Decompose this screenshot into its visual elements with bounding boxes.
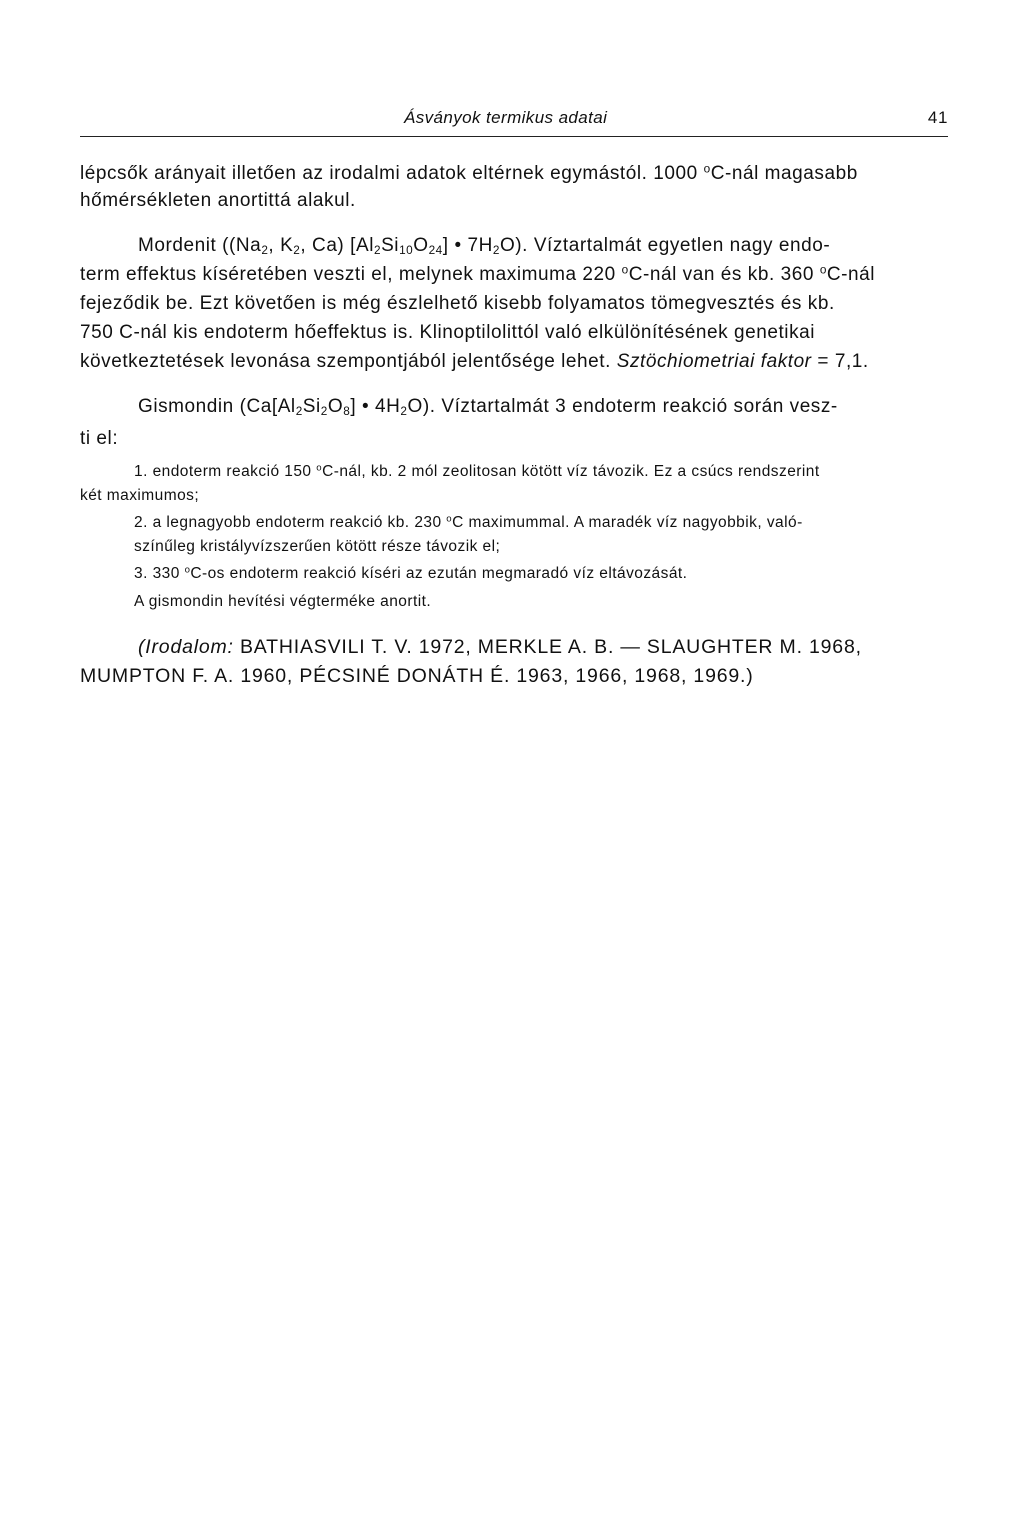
reaction-1-line-1: 1. endoterm reakció 150 $^o$C-nál, kb. 2 mól zeolitosan kötött víz távozik. Ez a csúcs rendszerint: [134, 462, 820, 480]
final-product-line: A gismondin hevítési végterméke anortit.: [134, 593, 432, 610]
reaction-2-line-1: 2. a legnagyobb endoterm reakció kb. 230 $^o$C maximummal. A maradék víz nagyobbik, való-: [134, 513, 803, 531]
gismondin-line-1: Gismondin ($Ca[Al_2Si_2O_8]$ • $4H_2O$). Víztartalmát 3 endoterm reakció során vesz-: [138, 396, 838, 418]
mordenit-line-1: Mordenit (($Na_2$, $K_2$, Ca) $[Al_2Si_{10}O_{24}]$ • $7H_2O$). Víztartalmát egyetlen nagy endo-: [138, 235, 831, 257]
intro-line-2: hőmérsékleten anortittá alakul.: [80, 190, 356, 211]
mordenit-line-4: 750 C-nál kis endoterm hőeffektus is. Klinoptilolittól való elkülönítésének genetikai: [80, 322, 816, 343]
running-title: Ásványok termikus adatai: [404, 108, 608, 127]
mordenit-line-2: term effektus kíséretében veszti el, melynek maximuma 220 $^o$C-nál van és kb. 360 $^o$C-nál: [80, 263, 876, 285]
intro-line-1: lépcsők arányait illetően az irodalmi adatok eltérnek egymástól. 1000 $^o$C-nál magasabb: [80, 162, 858, 184]
references-line-1: (Irodalom: BATHIASVILI T. V. 1972, MERKLE A. B. — SLAUGHTER M. 1968,: [138, 636, 862, 658]
references-line-2: MUMPTON F. A. 1960, PÉCSINÉ DONÁTH É. 1963, 1966, 1968, 1969.): [80, 665, 754, 687]
mordenit-name: Mordenit: [138, 235, 217, 256]
reaction-3-line-1: 3. 330 $^o$C-os endoterm reakció kíséri az ezután megmaradó víz eltávozását.: [134, 564, 688, 582]
gismondin-name: Gismondin: [138, 396, 234, 417]
page-number: 41: [927, 108, 948, 127]
mordenit-formula: (($Na_2$, $K_2$, Ca) $[Al_2Si_{10}O_{24}]$ • $7H_2O$).: [216, 235, 528, 257]
stoichiometric-factor-label: Sztöchiometriai faktor: [616, 351, 812, 372]
mordenit-line-3: fejeződik be. Ezt követően is még észlelhető kisebb folyamatos tömegvesztés és kb.: [80, 293, 835, 314]
mordenit-line-5: következtetések levonása szempontjából jelentősége lehet. Sztöchiometriai faktor = 7,1.: [80, 351, 869, 372]
running-header: [80, 108, 948, 137]
reaction-2-line-2: színűleg kristályvízszerűen kötött része távozik el;: [134, 538, 501, 555]
references-label: (Irodalom:: [138, 636, 234, 658]
gismondin-formula: ($Ca[Al_2Si_2O_8]$ • $4H_2O$).: [233, 396, 436, 418]
reaction-1-line-2: két maximumos;: [80, 487, 200, 504]
gismondin-line-2: ti el:: [80, 428, 119, 449]
